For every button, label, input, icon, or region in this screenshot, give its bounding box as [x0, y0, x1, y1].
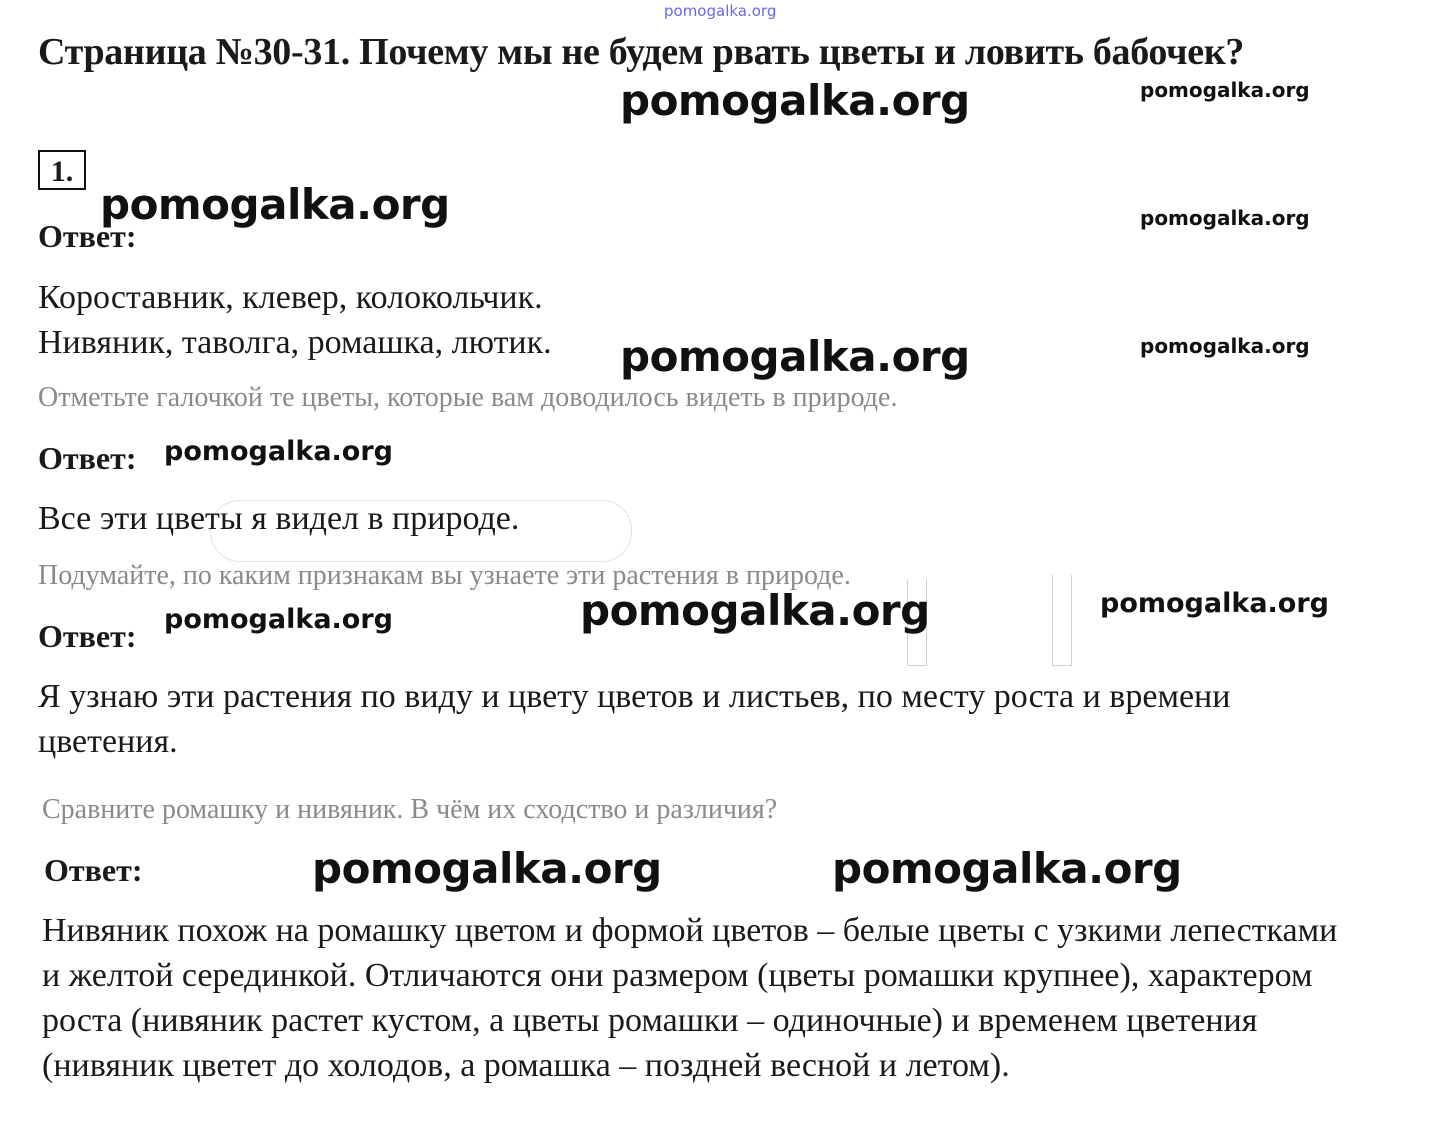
page-title: Страница №30-31. Почему мы не будем рвать цветы и ловить бабочек? — [38, 31, 1245, 73]
answer-text-2: Все эти цветы я видел в природе. — [38, 500, 520, 537]
watermark: pomogalka.org — [580, 586, 930, 635]
watermark: pomogalka.org — [100, 180, 450, 229]
watermark-top: pomogalka.org — [664, 2, 777, 20]
answer-text-1: Короставник, клевер, колокольчик. Нивяник, таволга, ромашка, лютик. — [38, 279, 552, 361]
watermark: pomogalka.org — [620, 332, 970, 381]
answer-label-4: Ответ: — [44, 852, 143, 888]
watermark: pomogalka.org — [1140, 78, 1310, 102]
watermark: pomogalka.org — [620, 76, 970, 125]
watermark: pomogalka.org — [164, 604, 393, 635]
watermark: pomogalka.org — [1100, 588, 1329, 619]
faint-bracket-right — [1052, 575, 1072, 666]
answer-label-1: Ответ: — [38, 218, 137, 254]
question-4: Сравните ромашку и нивяник. В чём их сходство и различия? — [42, 794, 778, 825]
answer-text-4: Нивяник похож на ромашку цветом и формой цветов – белые цветы с узкими лепестками и желтой серединкой. Отличаются они размером (цветы ромашки крупнее), характером роста (нивяник растет кустом, а цветы ромашки – одиночные) и временем цветения (нивяник цветет до холодов, а ромашка – поздней весной и летом). — [42, 912, 1338, 1084]
watermark: pomogalka.org — [312, 844, 662, 893]
watermark: pomogalka.org — [832, 844, 1182, 893]
answer-text-3: Я узнаю эти растения по виду и цвету цветов и листьев, по месту роста и времени цветения. — [38, 678, 1231, 760]
task-number: 1. — [38, 150, 86, 190]
watermark: pomogalka.org — [1140, 334, 1310, 358]
answer-label-2: Ответ: — [38, 440, 137, 476]
answer-label-3: Ответ: — [38, 618, 137, 654]
watermark: pomogalka.org — [164, 436, 393, 467]
question-2: Отметьте галочкой те цветы, которые вам доводилось видеть в природе. — [38, 382, 898, 413]
watermark: pomogalka.org — [1140, 206, 1310, 230]
question-3: Подумайте, по каким признакам вы узнаете эти растения в природе. — [38, 560, 851, 591]
